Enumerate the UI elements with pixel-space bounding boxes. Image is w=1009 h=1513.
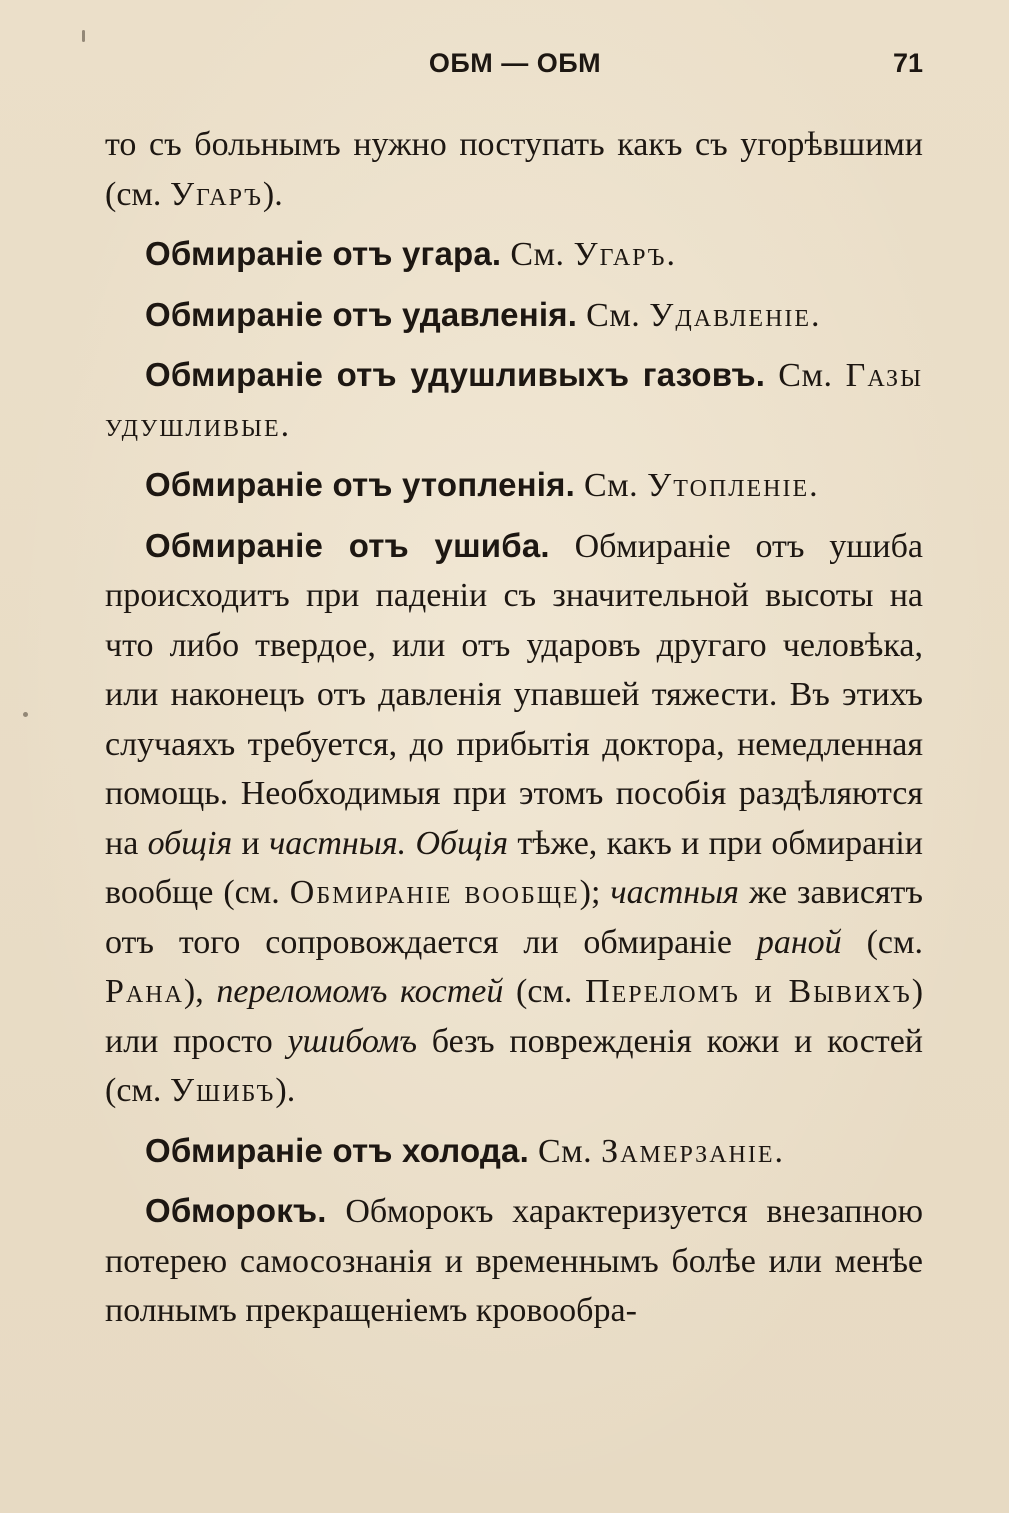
cross-reference: Угаръ [169,175,263,213]
cross-reference: Рана [105,973,184,1010]
headword: Обмираніе отъ утопленія. [145,466,575,503]
entry-ugar: Обмираніе отъ угара. См. Угаръ. [145,235,677,273]
entry-gazy: Обмираніе отъ удушливыхъ газовъ. См. Газы удушливые. [105,356,923,444]
cross-reference: Утопленіе. [647,467,820,504]
entry-udavlenie: Обмираніе отъ удавленія. См. Удавленіе. [145,295,822,334]
headword: Обмираніе отъ удушливыхъ газовъ. [145,356,766,393]
page-number: 71 [892,48,923,78]
ink-speck [23,712,28,717]
entry-obmorok: Обморокъ. Обморокъ характеризуется внезапною потерею самосознанія и временнымъ болѣе или менѣе полнымъ прекращеніемъ кровообра- [105,1192,923,1329]
headword: Обморокъ. [145,1192,327,1229]
page-body [105,120,923,1346]
entry-kholod: Обмираніе отъ холода. См. Замерзаніе. [145,1131,786,1170]
page-header [105,48,925,88]
headword: Обмираніе отъ холода. [145,1131,529,1169]
running-head: ОБМ — ОБМ [428,48,602,78]
headword: Обмираніе отъ угара. [145,235,502,272]
headword: Обмираніе отъ ушиба. [145,526,550,564]
headword: Обмираніе отъ удавленія. [145,295,578,333]
cross-reference: Обмираніе вообще [289,874,580,911]
cross-reference: Удавленіе. [649,296,822,334]
cross-reference: Ушибъ [169,1072,276,1109]
cross-reference: Замерзаніе. [601,1132,786,1170]
cross-reference: Угаръ. [573,236,677,273]
ink-speck [82,30,85,42]
cross-reference: Газы удушливые. [105,357,923,444]
entry-continuation: то съ больнымъ нужно поступать какъ съ угорѣвшими (см. Угаръ). [105,126,923,213]
entry-utoplenie: Обмираніе отъ утопленія. См. Утопленіе. [145,466,820,504]
entry-ushib: Обмираніе отъ ушиба. Обмираніе отъ ушиба происходитъ при паденіи съ значительной высоты на что либо твердое, или отъ ударовъ другаго человѣка, или наконецъ отъ давленія упавшей тяжести. Въ этихъ случаяхъ требуется, до прибытія доктора, немедленная помощь. Необходимыя при этомъ пособія раздѣляются на общія и частныя. Общія тѣже, какъ и при обмираніи вообще (см. Обмираніе вообще); частныя же зависятъ отъ того сопровождается ли обмираніе раной (см. Рана), переломомъ костей (см. Переломъ и Вывихъ) или просто ушибомъ безъ поврежденія кожи и костей (см. Ушибъ). [105,526,924,1109]
cross-reference: Переломъ и Вывихъ [585,973,912,1010]
